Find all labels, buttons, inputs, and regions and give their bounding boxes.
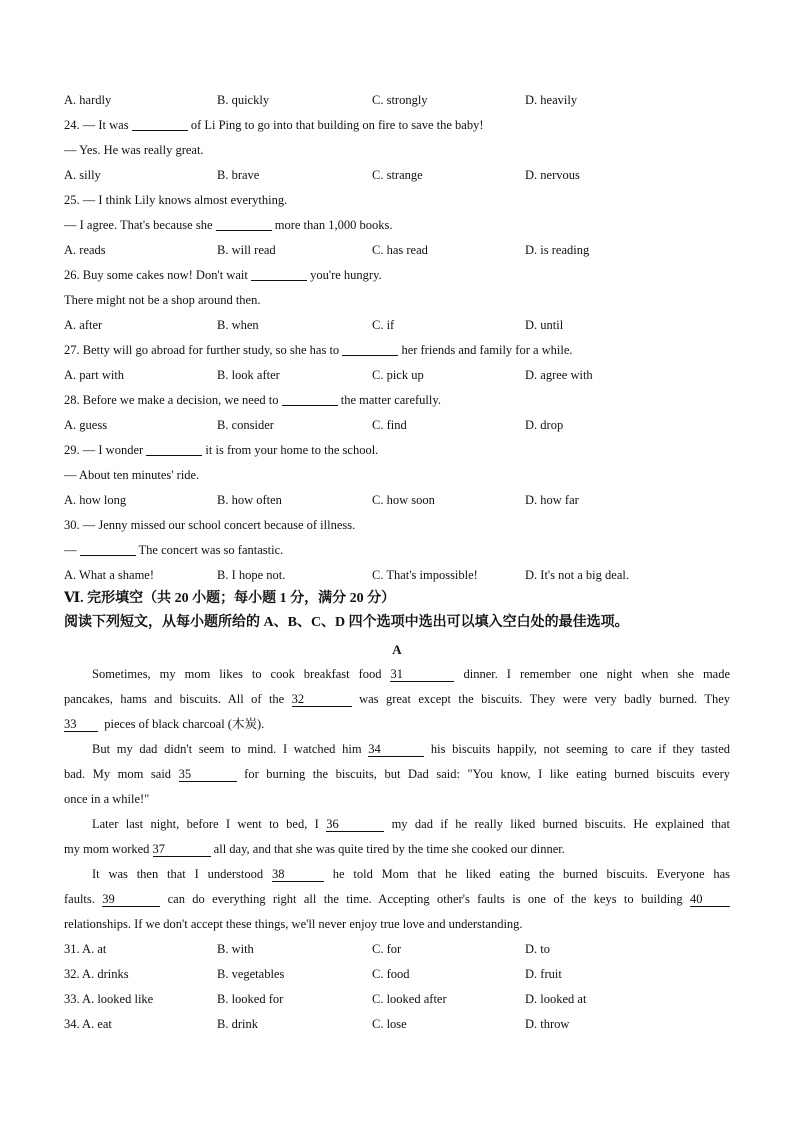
blank-36: 36 <box>326 817 384 832</box>
passage-text: can do everything right all the time. Accepting other's faults is one of the keys to building <box>167 892 683 906</box>
question-27-stem <box>64 342 730 358</box>
question-27-options <box>64 367 730 383</box>
question-31-options <box>64 941 730 957</box>
blank-31: 31 <box>390 667 454 682</box>
passage-text: all day, and that she was quite tired by the time she cooked our dinner. <box>213 842 565 856</box>
answer-blank <box>216 218 272 231</box>
blank-37: 37 <box>153 842 211 857</box>
option-d[interactable]: D. heavily <box>525 93 578 107</box>
passage-text: for burning the biscuits, but Dad said: "You know, I like eating burned biscuits every <box>244 767 731 781</box>
blank-35: 35 <box>179 767 237 782</box>
passage-line <box>92 816 730 832</box>
reply-text: The concert was so fantastic. <box>135 543 284 557</box>
stem-text: her friends and family for a while. <box>398 343 573 357</box>
passage-line <box>64 841 730 857</box>
question-23-options <box>64 92 730 108</box>
option-d[interactable]: D. It's not a big deal. <box>525 568 629 582</box>
question-29-stem <box>64 442 730 458</box>
passage-line <box>64 691 730 707</box>
passage-text: bad. My mom said <box>64 767 172 781</box>
passage-line: once in a while!" <box>64 792 150 806</box>
question-28-stem <box>64 392 730 408</box>
stem-text: 27. Betty will go abroad for further study, so she has to <box>64 343 343 357</box>
answer-blank <box>132 118 188 131</box>
option-c[interactable]: C. pick up <box>372 368 424 382</box>
blank-32: 32 <box>292 692 352 707</box>
passage-label: A <box>392 642 402 657</box>
option-c[interactable]: C. strongly <box>372 93 428 107</box>
option-b[interactable]: B. drink <box>217 1017 258 1031</box>
option-c[interactable]: C. has read <box>372 243 428 257</box>
answer-blank <box>80 543 136 556</box>
question-34-options <box>64 1016 730 1032</box>
stem-text: the matter carefully. <box>337 393 441 407</box>
option-c[interactable]: C. food <box>372 967 410 981</box>
passage-line: relationships. If we don't accept these things, we'll never enjoy true love and understanding. <box>64 917 523 931</box>
option-a[interactable]: 31. A. at <box>64 942 107 956</box>
question-32-options <box>64 966 730 982</box>
passage-text: Later last night, before I went to bed, I <box>92 817 319 831</box>
option-b[interactable]: B. when <box>217 318 259 332</box>
answer-blank <box>251 268 307 281</box>
option-d[interactable]: D. how far <box>525 493 579 507</box>
option-c[interactable]: C. for <box>372 942 402 956</box>
question-25-options <box>64 242 730 258</box>
question-30-reply <box>64 542 730 558</box>
passage-line <box>64 891 730 907</box>
question-24-options <box>64 167 730 183</box>
option-c[interactable]: C. strange <box>372 168 423 182</box>
reply-text: — <box>64 543 80 557</box>
option-a[interactable]: A. reads <box>64 243 106 257</box>
option-b[interactable]: B. how often <box>217 493 282 507</box>
passage-text: my mom worked <box>64 842 150 856</box>
option-b[interactable]: B. brave <box>217 168 260 182</box>
passage-line <box>64 716 730 732</box>
question-30-stem: 30. — Jenny missed our school concert because of illness. <box>64 518 356 532</box>
question-24-reply: — Yes. He was really great. <box>64 143 204 157</box>
passage-text: pancakes, hams and biscuits. All of the <box>64 692 285 706</box>
question-26-stem <box>64 267 730 283</box>
option-b[interactable]: B. look after <box>217 368 280 382</box>
stem-text: 29. — I wonder <box>64 443 147 457</box>
blank-33: 33 <box>64 717 98 732</box>
question-26-continuation: There might not be a shop around then. <box>64 293 261 307</box>
answer-blank <box>146 443 202 456</box>
question-30-options <box>64 567 730 583</box>
answer-blank <box>342 343 398 356</box>
reply-text: — I agree. That's because she <box>64 218 216 232</box>
answer-blank <box>282 393 338 406</box>
option-a[interactable]: A. What a shame! <box>64 568 155 582</box>
option-b[interactable]: B. will read <box>217 243 276 257</box>
passage-line <box>92 666 730 682</box>
option-c[interactable]: C. find <box>372 418 407 432</box>
option-d[interactable]: D. agree with <box>525 368 593 382</box>
blank-39: 39 <box>102 892 160 907</box>
option-a[interactable]: 34. A. eat <box>64 1017 112 1031</box>
passage-text: my dad if he really liked burned biscuits. He explained that <box>391 817 731 831</box>
stem-text: you're hungry. <box>306 268 382 282</box>
option-c[interactable]: C. how soon <box>372 493 435 507</box>
option-d[interactable]: D. to <box>525 942 550 956</box>
option-c[interactable]: C. lose <box>372 1017 407 1031</box>
option-b[interactable]: B. consider <box>217 418 274 432</box>
option-c[interactable]: C. That's impossible! <box>372 568 478 582</box>
stem-text: 26. Buy some cakes now! Don't wait <box>64 268 251 282</box>
option-d[interactable]: D. until <box>525 318 564 332</box>
section-instruction: 阅读下列短文，从每小题所给的 A、B、C、D 四个选项中选出可以填入空白处的最佳选项。 <box>64 615 629 630</box>
reply-text: more than 1,000 books. <box>271 218 393 232</box>
section-title: Ⅵ. 完形填空（共 20 小题；每小题 1 分，满分 20 分） <box>64 591 396 606</box>
passage-line <box>64 766 730 782</box>
question-25-stem: 25. — I think Lily knows almost everything. <box>64 193 288 207</box>
blank-38: 38 <box>272 867 324 882</box>
passage-line <box>92 866 730 882</box>
passage-text: he told Mom that he liked eating the burned biscuits. Everyone has <box>332 867 731 881</box>
option-b[interactable]: B. quickly <box>217 93 270 107</box>
question-25-reply <box>64 217 730 233</box>
blank-40: 40 <box>690 892 730 907</box>
option-a[interactable]: A. guess <box>64 418 108 432</box>
option-d[interactable]: D. looked at <box>525 992 587 1006</box>
passage-text: dinner. I remember one night when she made <box>463 667 731 681</box>
blank-34: 34 <box>368 742 424 757</box>
passage-text: faults. <box>64 892 95 906</box>
option-d[interactable]: D. nervous <box>525 168 580 182</box>
passage-text: was great except the biscuits. They were very badly burned. They <box>359 692 731 706</box>
option-c[interactable]: C. looked after <box>372 992 447 1006</box>
question-28-options <box>64 417 730 433</box>
passage-text: pieces of black charcoal (木炭). <box>104 717 265 731</box>
passage-line <box>92 741 730 757</box>
option-a[interactable]: A. after <box>64 318 103 332</box>
passage-text: It was then that I understood <box>92 867 264 881</box>
option-b[interactable]: B. with <box>217 942 254 956</box>
option-c[interactable]: C. if <box>372 318 395 332</box>
option-b[interactable]: B. I hope not. <box>217 568 286 582</box>
question-24-stem <box>64 117 730 133</box>
option-a[interactable]: A. silly <box>64 168 101 182</box>
option-d[interactable]: D. drop <box>525 418 564 432</box>
option-d[interactable]: D. fruit <box>525 967 562 981</box>
stem-text: of Li Ping to go into that building on fire to save the baby! <box>187 118 484 132</box>
option-a[interactable]: A. how long <box>64 493 127 507</box>
option-b[interactable]: B. vegetables <box>217 967 285 981</box>
option-a[interactable]: A. part with <box>64 368 125 382</box>
question-33-options <box>64 991 730 1007</box>
option-a[interactable]: 32. A. drinks <box>64 967 129 981</box>
stem-text: 28. Before we make a decision, we need to <box>64 393 282 407</box>
passage-text: But my dad didn't seem to mind. I watched him <box>92 742 362 756</box>
stem-text: 24. — It was <box>64 118 132 132</box>
option-a[interactable]: 33. A. looked like <box>64 992 154 1006</box>
stem-text: it is from your home to the school. <box>202 443 379 457</box>
question-29-options <box>64 492 730 508</box>
passage-text: Sometimes, my mom likes to cook breakfast food <box>92 667 382 681</box>
question-26-options <box>64 317 730 333</box>
option-d[interactable]: D. is reading <box>525 243 590 257</box>
passage-text: his biscuits happily, not seeming to care if they tasted <box>430 742 731 756</box>
option-d[interactable]: D. throw <box>525 1017 570 1031</box>
option-a[interactable]: A. hardly <box>64 93 112 107</box>
option-b[interactable]: B. looked for <box>217 992 284 1006</box>
question-29-reply: — About ten minutes' ride. <box>64 468 200 482</box>
